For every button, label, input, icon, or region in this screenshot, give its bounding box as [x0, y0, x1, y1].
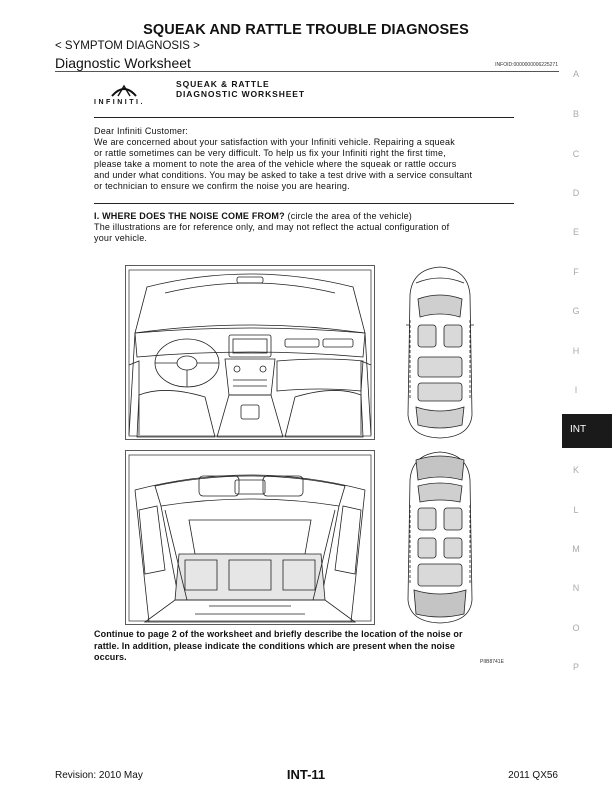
question-hint: (circle the area of the vehicle) — [287, 211, 412, 221]
continue-line: rattle. In addition, please indicate the conditions which are present when the noise — [94, 640, 455, 651]
side-index-letter[interactable]: H — [572, 346, 580, 356]
customer-letter — [94, 126, 514, 192]
side-index-active-label: INT — [569, 424, 587, 435]
header-divider — [55, 71, 559, 72]
footer-revision: Revision: 2010 May — [55, 770, 143, 781]
section-title: Diagnostic Worksheet — [55, 55, 191, 71]
side-index-letter[interactable]: F — [573, 267, 579, 277]
page-header-title: SQUEAK AND RATTLE TROUBLE DIAGNOSES — [143, 22, 469, 38]
breadcrumb: < SYMPTOM DIAGNOSIS > — [55, 40, 200, 52]
side-index-letter[interactable]: B — [572, 109, 579, 119]
question-block — [94, 211, 514, 244]
worksheet-divider — [94, 203, 514, 204]
side-index-letter[interactable]: I — [574, 385, 578, 395]
figure-code: PIIB8741E — [480, 659, 504, 665]
question-note-line: your vehicle. — [94, 233, 148, 243]
side-index-letter[interactable]: O — [572, 623, 580, 633]
infiniti-emblem-icon — [94, 80, 154, 100]
side-index-letter[interactable]: G — [572, 306, 580, 316]
side-index-letter[interactable]: K — [572, 465, 579, 475]
side-index-letter[interactable]: M — [572, 544, 580, 554]
side-index-letter[interactable]: P — [572, 662, 579, 672]
letter-line: or technician to ensure we confirm the noise you are hearing. — [94, 181, 350, 191]
continue-instruction — [94, 629, 514, 664]
question-heading: I. WHERE DOES THE NOISE COME FROM? — [94, 211, 285, 221]
rear-interior-illustration[interactable] — [125, 450, 375, 625]
vehicle-top-view-illustration[interactable] — [402, 265, 478, 440]
worksheet-title-line: DIAGNOSTIC WORKSHEET — [176, 89, 305, 99]
worksheet-divider — [94, 117, 514, 118]
document-id: INFOID:0000000006225271 — [495, 62, 558, 68]
side-index-letter[interactable]: N — [572, 583, 580, 593]
side-index-letter[interactable]: L — [573, 505, 579, 515]
side-index-letter[interactable]: E — [572, 227, 579, 237]
letter-greeting: Dear Infiniti Customer: — [94, 126, 189, 136]
brand-wordmark: INFINITI. — [94, 99, 145, 106]
question-note-line: The illustrations are for reference only, and may not reflect the actual configuration of — [94, 222, 450, 232]
side-index-letter[interactable]: D — [572, 188, 580, 198]
side-index-active-tab[interactable] — [562, 414, 612, 448]
letter-line: and under what conditions. You may be asked to take a test drive with a service consultant — [94, 170, 473, 180]
front-interior-illustration[interactable] — [125, 265, 375, 440]
letter-line: please take a moment to note the area of the vehicle where the squeak or rattle occurs — [94, 159, 457, 169]
continue-line: Continue to page 2 of the worksheet and briefly describe the location of the noise or — [94, 629, 463, 639]
continue-line: occurs. — [94, 652, 127, 662]
footer-page-number: INT-11 — [286, 767, 326, 782]
side-index-letter[interactable]: A — [572, 69, 579, 79]
letter-line: or rattle sometimes can be very difficult. To help us fix your Infiniti right the first time, — [94, 148, 446, 158]
worksheet-title — [176, 79, 305, 99]
side-index-letter[interactable]: C — [572, 149, 580, 159]
vehicle-top-view-illustration-rear[interactable] — [402, 450, 478, 625]
footer-model: 2011 QX56 — [508, 770, 558, 781]
worksheet-title-line: SQUEAK & RATTLE — [176, 79, 270, 89]
letter-line: We are concerned about your satisfaction with your Infiniti vehicle. Repairing a squeak — [94, 137, 455, 147]
